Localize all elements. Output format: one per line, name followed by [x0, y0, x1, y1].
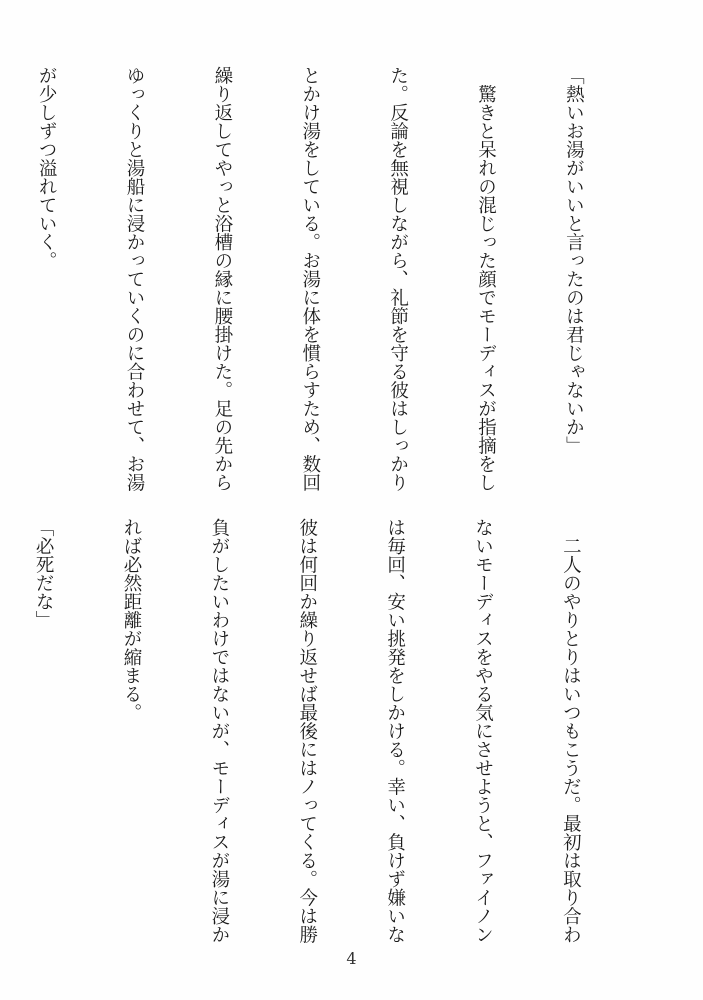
text-line: 負がしたいわけではないが、モーディスが湯に浸か [208, 518, 230, 944]
text-line: ないモーディスをやる気にさせようと、ファイノン [472, 518, 494, 944]
text-line: 驚きと呆れの混じった顔でモーディスが指摘をし [475, 66, 497, 492]
text-line: た。反論を無視しながら、礼節を守る彼はしっかり [387, 66, 409, 492]
text-line: 「必死だな」 [33, 518, 55, 629]
text-line: 「熱いお湯がいいと言ったのは君じゃないか」 [563, 66, 585, 455]
text-line: れば必然距離が縮まる。 [120, 518, 142, 722]
text-line: 二人のやりとりはいつもこうだ。最初は取り合わ [560, 518, 582, 944]
text-line: が少しずつ溢れていく。 [36, 66, 58, 270]
text-line: 彼は何回か繰り返せば最後にはノってくる。今は勝 [296, 518, 318, 944]
text-block-bottom [33, 518, 644, 944]
text-line: ゆっくりと湯船に浸かっていくのに合わせて、お湯 [123, 66, 145, 492]
text-line: とかけ湯をしている。お湯に体を慣らすため、数回 [299, 66, 321, 492]
text-line: 繰り返してやっと浴槽の縁に腰掛けた。足の先から [211, 66, 233, 492]
text-line: は毎回、安い挑発をしかける。幸い、負けず嫌いな [384, 518, 406, 944]
text-block-top [36, 66, 647, 492]
page-number: 4 [346, 949, 357, 968]
